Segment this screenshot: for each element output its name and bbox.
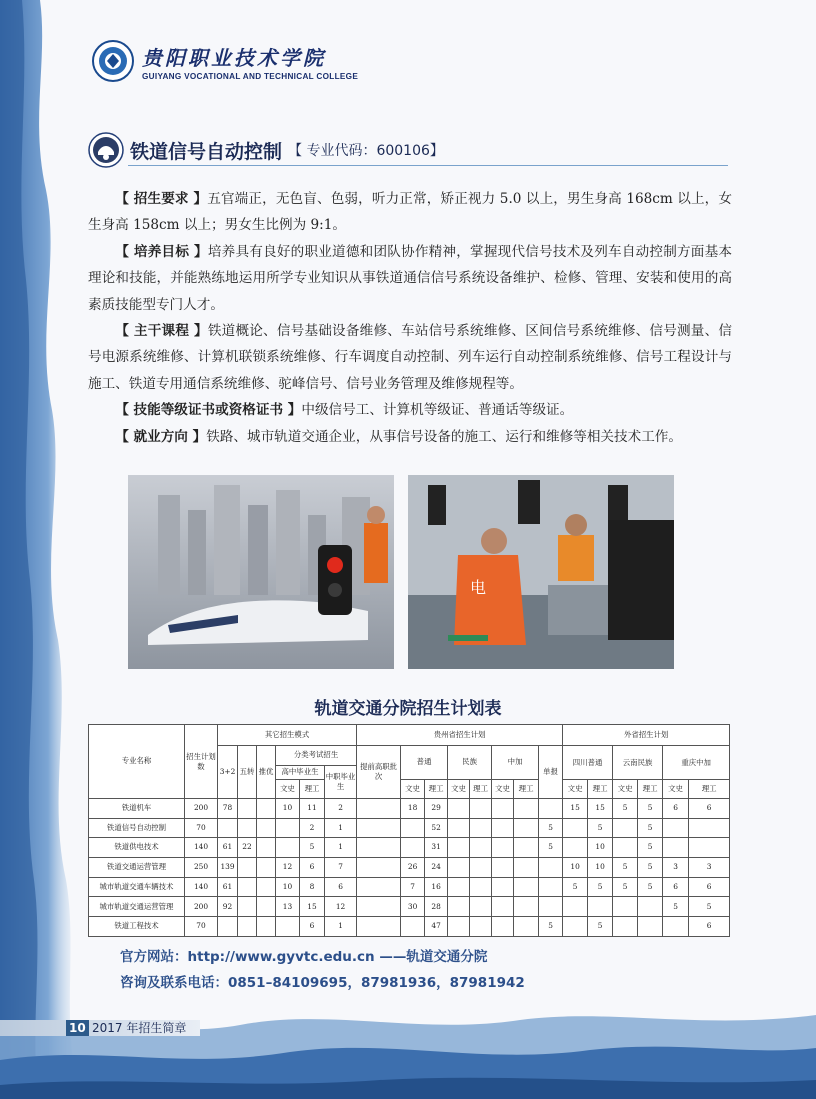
header-wenshi: 文史 <box>448 780 470 799</box>
table-cell <box>689 818 730 838</box>
header-wenshi: 文史 <box>663 780 689 799</box>
table-cell <box>218 818 238 838</box>
table-cell: 5 <box>539 838 563 858</box>
table-cell-major: 铁道信号自动控制 <box>89 818 185 838</box>
table-cell: 15 <box>588 799 613 819</box>
table-cell: 3 <box>689 858 730 878</box>
enrollment-plan-table <box>88 724 730 937</box>
paragraph-label: 【 技能等级证书或资格证书 】 <box>115 402 302 419</box>
table-cell: 30 <box>401 897 425 917</box>
header-tuiyou: 推优 <box>257 746 276 799</box>
table-cell: 5 <box>638 838 663 858</box>
table-cell: 5 <box>539 818 563 838</box>
table-cell <box>470 818 492 838</box>
table-cell: 13 <box>276 897 300 917</box>
table-cell <box>448 858 470 878</box>
table-row <box>89 917 730 937</box>
table-cell <box>357 799 401 819</box>
contact-info <box>120 944 525 996</box>
table-cell: 15 <box>563 799 588 819</box>
table-cell: 6 <box>689 917 730 937</box>
paragraph-label: 【 招生要求 】 <box>115 191 208 207</box>
page-number: 10 <box>66 1020 89 1036</box>
table-cell <box>613 818 638 838</box>
header-wenshi: 文史 <box>613 780 638 799</box>
table-cell <box>257 799 276 819</box>
table-cell <box>448 917 470 937</box>
table-cell: 11 <box>300 799 325 819</box>
paragraph-text: 中级信号工、计算机等级证、普通话等级证。 <box>301 402 574 419</box>
table-cell <box>514 877 539 897</box>
table-cell: 10 <box>276 877 300 897</box>
table-cell <box>470 838 492 858</box>
table-cell: 6 <box>689 799 730 819</box>
table-title: 轨道交通分院招生计划表 <box>314 699 502 719</box>
worker-badge-icon <box>88 132 124 168</box>
header-other-modes: 其它招生模式 <box>218 725 357 746</box>
table-cell <box>448 818 470 838</box>
page-label: 2017 年招生简章 <box>92 1021 187 1035</box>
header-wenshi: 文史 <box>492 780 514 799</box>
table-cell <box>492 858 514 878</box>
table-cell <box>357 917 401 937</box>
phone-line: 咨询及联系电话：0851–84109695，87981936，87981942 <box>120 975 525 991</box>
table-cell: 250 <box>185 858 218 878</box>
table-cell: 5 <box>588 818 613 838</box>
bottom-water-decoration <box>0 990 816 1099</box>
table-cell: 29 <box>425 799 448 819</box>
table-cell <box>238 858 257 878</box>
table-cell <box>401 838 425 858</box>
table-row <box>89 858 730 878</box>
table-cell: 200 <box>185 799 218 819</box>
table-cell <box>689 838 730 858</box>
table-cell: 10 <box>276 799 300 819</box>
table-cell <box>448 877 470 897</box>
paragraph-text: 五官端正，无色盲、色弱，听力正常，矫正视力 5.0 以上，男生身高 168cm 以上，女生身高 158cm 以上；男女生比例为 9:1。 <box>88 191 732 234</box>
table-cell <box>276 917 300 937</box>
table-cell: 15 <box>300 897 325 917</box>
section-code: 【 专业代码：600106】 <box>288 143 444 159</box>
table-cell <box>238 818 257 838</box>
header-classified-exam: 分类考试招生 <box>276 746 357 766</box>
table-cell <box>492 877 514 897</box>
table-cell: 6 <box>300 858 325 878</box>
header-wenshi: 文史 <box>276 780 300 799</box>
header-ligong: 理工 <box>470 780 492 799</box>
header-ligong: 理工 <box>638 780 663 799</box>
header-danbao: 单报 <box>539 746 563 799</box>
table-cell <box>448 897 470 917</box>
table-cell: 12 <box>325 897 357 917</box>
header-high-school: 高中毕业生 <box>276 766 325 780</box>
table-cell <box>357 858 401 878</box>
table-cell-major: 铁道机车 <box>89 799 185 819</box>
table-cell <box>470 917 492 937</box>
photo-signal-workshop <box>408 475 674 669</box>
table-cell <box>514 897 539 917</box>
table-cell <box>448 838 470 858</box>
vest-text: 电 <box>470 578 487 597</box>
table-row <box>89 897 730 917</box>
table-cell: 10 <box>588 838 613 858</box>
paragraph-text: 铁路、城市轨道交通企业，从事信号设备的施工、运行和维修等相关技术工作。 <box>206 428 682 445</box>
header-early-batch: 提前高职批次 <box>357 746 401 799</box>
header-ligong: 理工 <box>300 780 325 799</box>
table-cell <box>514 917 539 937</box>
table-cell: 92 <box>218 897 238 917</box>
header-minzu: 民族 <box>448 746 492 780</box>
table-row <box>89 799 730 819</box>
paragraph-label: 【 就业方向 】 <box>115 428 207 445</box>
table-cell: 70 <box>185 818 218 838</box>
header-3plus2: 3+2 <box>218 746 238 799</box>
table-cell-major: 铁道交通运营管理 <box>89 858 185 878</box>
table-cell <box>257 818 276 838</box>
paragraph-goals <box>88 239 732 318</box>
table-cell: 22 <box>238 838 257 858</box>
table-cell: 5 <box>300 838 325 858</box>
table-cell <box>563 917 588 937</box>
table-cell <box>238 799 257 819</box>
website-line: 官方网站：http://www.gyvtc.edu.cn ——轨道交通分院 <box>120 949 488 965</box>
table-cell-major: 铁道工程技术 <box>89 917 185 937</box>
header-wenshi: 文史 <box>563 780 588 799</box>
table-cell: 6 <box>300 917 325 937</box>
table-cell <box>638 917 663 937</box>
header-ligong: 理工 <box>588 780 613 799</box>
college-seal-icon <box>92 40 134 82</box>
table-cell: 5 <box>613 877 638 897</box>
table-cell <box>470 858 492 878</box>
table-cell <box>357 838 401 858</box>
table-cell <box>257 917 276 937</box>
table-cell <box>276 838 300 858</box>
college-name-cn: 贵阳职业技术学院 <box>142 45 326 70</box>
table-cell <box>539 799 563 819</box>
table-cell: 78 <box>218 799 238 819</box>
paragraph-employment <box>88 424 732 450</box>
table-cell <box>357 818 401 838</box>
table-cell <box>492 917 514 937</box>
header-other-province: 外省招生计划 <box>563 725 730 746</box>
table-cell <box>588 897 613 917</box>
table-row <box>89 838 730 858</box>
header-yunnan: 云南民族 <box>613 746 663 780</box>
table-cell: 6 <box>689 877 730 897</box>
college-name-en: GUIYANG VOCATIONAL AND TECHNICAL COLLEGE <box>142 71 359 81</box>
program-description <box>88 186 732 450</box>
table-cell <box>357 897 401 917</box>
table-cell <box>401 917 425 937</box>
table-cell: 61 <box>218 877 238 897</box>
table-cell <box>563 818 588 838</box>
table-cell: 6 <box>663 877 689 897</box>
table-cell-major: 城市轨道交通运营管理 <box>89 897 185 917</box>
table-row <box>89 818 730 838</box>
table-cell <box>218 917 238 937</box>
table-cell: 140 <box>185 838 218 858</box>
table-cell: 5 <box>613 858 638 878</box>
table-cell: 18 <box>401 799 425 819</box>
table-cell: 47 <box>425 917 448 937</box>
table-cell: 200 <box>185 897 218 917</box>
header-ligong: 理工 <box>689 780 730 799</box>
table-cell: 3 <box>663 858 689 878</box>
table-cell: 5 <box>563 877 588 897</box>
table-cell: 2 <box>325 799 357 819</box>
table-cell <box>492 799 514 819</box>
header-major: 专业名称 <box>89 725 185 799</box>
table-cell: 16 <box>425 877 448 897</box>
table-cell <box>357 877 401 897</box>
table-body <box>89 799 730 937</box>
table-cell <box>470 877 492 897</box>
table-cell <box>539 877 563 897</box>
table-cell <box>492 897 514 917</box>
table-cell: 26 <box>401 858 425 878</box>
paragraph-label: 【 主干课程 】 <box>115 323 208 340</box>
table-cell: 10 <box>588 858 613 878</box>
table-cell: 5 <box>588 877 613 897</box>
paragraph-text: 铁道概论、信号基础设备维修、车站信号系统维修、区间信号系统维修、信号测量、信号电源系统维修、计算机联锁系统维修、行车调度自动控制、列车运行自动控制系统维修、信号工程设计与施工、铁道专用通信系统维修、驼峰信号、信号业务管理及维修规程等。 <box>88 323 732 392</box>
header-ligong: 理工 <box>425 780 448 799</box>
table-cell: 2 <box>300 818 325 838</box>
table-cell: 5 <box>638 799 663 819</box>
table-row <box>89 877 730 897</box>
table-cell <box>238 897 257 917</box>
table-cell <box>539 897 563 917</box>
table-cell <box>563 838 588 858</box>
table-cell: 6 <box>325 877 357 897</box>
photo-signal-train <box>128 475 394 669</box>
paragraph-courses <box>88 318 732 397</box>
header-vocational: 中职毕业生 <box>325 766 357 799</box>
table-cell: 5 <box>638 818 663 838</box>
header-putong: 普通 <box>401 746 448 780</box>
table-cell <box>276 818 300 838</box>
table-cell <box>401 818 425 838</box>
table-cell-major: 铁道供电技术 <box>89 838 185 858</box>
table-cell <box>238 877 257 897</box>
table-cell <box>514 799 539 819</box>
table-cell: 12 <box>276 858 300 878</box>
table-cell <box>663 917 689 937</box>
table-cell <box>613 917 638 937</box>
table-cell: 7 <box>325 858 357 878</box>
table-cell <box>448 799 470 819</box>
table-cell: 5 <box>588 917 613 937</box>
table-cell: 1 <box>325 818 357 838</box>
table-cell: 140 <box>185 877 218 897</box>
table-cell: 1 <box>325 917 357 937</box>
table-cell: 1 <box>325 838 357 858</box>
table-cell <box>492 818 514 838</box>
table-cell <box>470 897 492 917</box>
header-plan: 招生计划数 <box>185 725 218 799</box>
section-heading <box>88 132 444 168</box>
table-cell: 7 <box>401 877 425 897</box>
table-cell: 61 <box>218 838 238 858</box>
table-cell: 5 <box>638 858 663 878</box>
table-cell: 6 <box>663 799 689 819</box>
table-cell <box>257 897 276 917</box>
table-cell <box>257 858 276 878</box>
table-cell <box>257 838 276 858</box>
paragraph-label: 【 培养目标 】 <box>115 243 208 260</box>
table-cell: 28 <box>425 897 448 917</box>
table-cell <box>663 838 689 858</box>
table-cell: 139 <box>218 858 238 878</box>
table-cell: 24 <box>425 858 448 878</box>
table-cell <box>514 818 539 838</box>
table-cell: 8 <box>300 877 325 897</box>
header-sichuan: 四川普通 <box>563 746 613 780</box>
table-cell <box>238 917 257 937</box>
table-cell <box>663 818 689 838</box>
table-cell: 10 <box>563 858 588 878</box>
table-cell: 5 <box>663 897 689 917</box>
table-cell-major: 城市轨道交通车辆技术 <box>89 877 185 897</box>
table-cell: 5 <box>689 897 730 917</box>
header-chongqing: 重庆中加 <box>663 746 730 780</box>
table-cell: 52 <box>425 818 448 838</box>
section-divider <box>128 165 728 166</box>
table-cell: 5 <box>613 799 638 819</box>
header-guizhou: 贵州省招生计划 <box>357 725 563 746</box>
table-cell: 70 <box>185 917 218 937</box>
section-title: 铁道信号自动控制 <box>130 140 283 163</box>
table-cell <box>539 858 563 878</box>
table-cell <box>514 858 539 878</box>
table-cell <box>257 877 276 897</box>
table-cell <box>514 838 539 858</box>
table-cell <box>613 897 638 917</box>
table-cell <box>470 799 492 819</box>
header-zhongjia: 中加 <box>492 746 539 780</box>
header-wuzhuan: 五转 <box>238 746 257 799</box>
table-cell <box>563 897 588 917</box>
table-cell <box>492 838 514 858</box>
table-cell <box>613 838 638 858</box>
table-cell: 31 <box>425 838 448 858</box>
paragraph-requirements <box>88 186 732 239</box>
header-ligong: 理工 <box>514 780 539 799</box>
college-logo <box>92 40 358 82</box>
header-wenshi: 文史 <box>401 780 425 799</box>
paragraph-text: 培养具有良好的职业道德和团队协作精神，掌握现代信号技术及列车自动控制方面基本理论和技能，并能熟练地运用所学专业知识从事铁道通信信号系统设备维护、检修、管理、安装和使用的高素质技能型专门人才。 <box>88 243 732 313</box>
paragraph-certificates <box>88 397 732 423</box>
table-cell: 5 <box>539 917 563 937</box>
table-cell: 5 <box>638 877 663 897</box>
table-cell <box>638 897 663 917</box>
